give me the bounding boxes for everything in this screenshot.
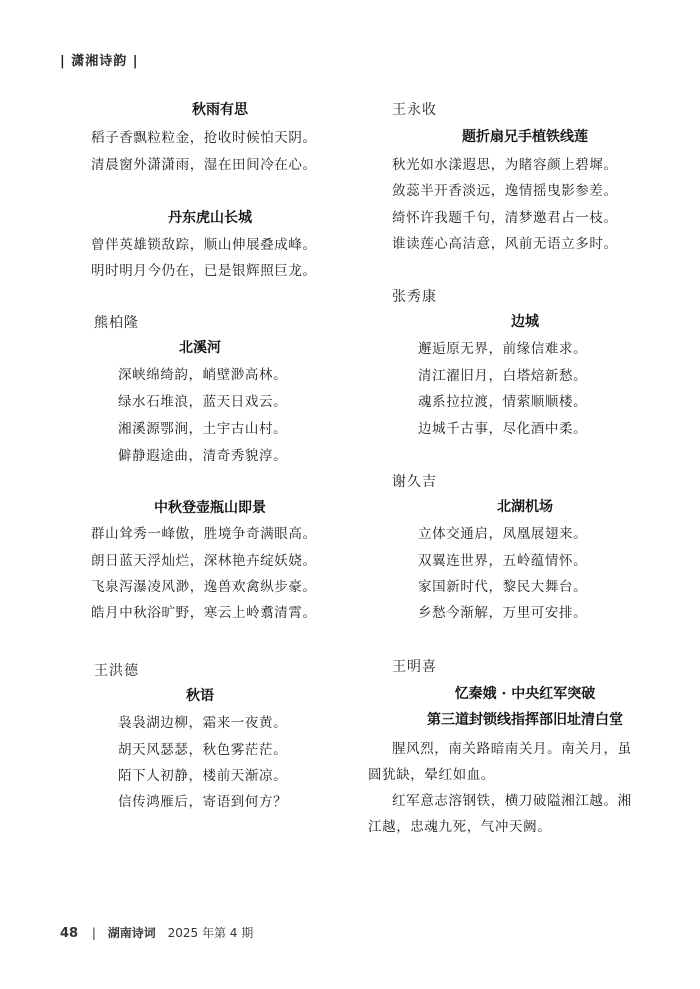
poem-title: 北湖机场 <box>497 499 553 515</box>
poem-title: 秋雨有思 <box>192 102 248 118</box>
poem-line: 清晨窗外潇潇雨，湿在田间冷在心。 <box>91 157 317 173</box>
poem-line: 江越，忠魂九死，气冲天阙。 <box>368 819 552 835</box>
magazine-logo: 湖南诗词 <box>107 926 156 940</box>
issue-label: 2025 年第 4 期 <box>167 926 254 940</box>
poem-line: 陌下人初静，楼前天渐凉。 <box>118 768 288 784</box>
poem-title: 丹东虎山长城 <box>168 210 252 226</box>
poem-title: 边城 <box>511 314 539 330</box>
section-tag: | 潇湘诗韵 | <box>60 54 139 69</box>
poem-line: 稻子香飘粒粒金，抢收时候怕天阴。 <box>91 130 317 146</box>
author-name: 谢久吉 <box>392 474 437 490</box>
poem-title: 北溪河 <box>179 340 221 356</box>
poem-line: 圆犹缺，晕红如血。 <box>368 767 495 783</box>
poem-line: 立体交通启，凤凰展翅来。 <box>418 526 588 542</box>
author-name: 王洪德 <box>94 663 139 679</box>
poem-line: 乡愁今渐解，万里可安排。 <box>418 605 588 621</box>
poem-line: 皓月中秋浴旷野，寒云上岭翥清霄。 <box>91 605 317 621</box>
poem-line: 绿水石堆浪，蓝天日戏云。 <box>118 394 288 410</box>
page-number: 48 <box>60 926 79 941</box>
poem-title: 中秋登壶瓶山即景 <box>154 500 266 516</box>
poem-line: 明时明月今仍在，已是银辉照巨龙。 <box>91 263 317 279</box>
poem-title: 秋语 <box>186 688 214 704</box>
author-name: 王明喜 <box>392 659 437 675</box>
poem-line: 曾伴英雄锁敌踪，顺山伸展叠成峰。 <box>91 237 317 253</box>
poem-line: 敛蕊半开香淡远，逸情摇曳影参差。 <box>392 183 618 199</box>
poem-line: 清江濯旧月，白塔焙新愁。 <box>418 368 588 384</box>
poem-line: 绮怀许我题千句，清梦邀君占一枝。 <box>392 210 618 226</box>
poem-line: 僻静遐途曲，清奇秀貌淳。 <box>118 448 288 464</box>
poem-line: 家国新时代，黎民大舞台。 <box>418 579 588 595</box>
poem-line: 朗日蓝天浮灿烂，深林艳卉绽妖娆。 <box>91 553 317 569</box>
poem-line: 秋光如水漾遐思，为睹容颜上碧墀。 <box>392 157 618 173</box>
poem-title: 题折扇兄手植铁线莲 <box>462 129 588 145</box>
poem-line: 飞泉泻瀑凌风渺，逸兽欢禽纵步豪。 <box>91 579 317 595</box>
poem-line: 双翼连世界，五岭蕴情怀。 <box>418 553 588 569</box>
page-footer <box>60 924 253 941</box>
author-name: 熊柏隆 <box>94 315 139 331</box>
poem-line: 魂系拉拉渡，情萦顺顺楼。 <box>418 394 588 410</box>
poem-line: 谁读莲心高洁意，风前无语立多时。 <box>392 236 618 252</box>
author-name: 张秀康 <box>392 289 437 305</box>
poem-line: 红军意志溶钢铁，横刀破隘湘江越。湘 <box>392 793 632 809</box>
poem-title: 忆秦娥 · 中央红军突破 <box>454 686 596 702</box>
author-name: 王永收 <box>392 102 437 118</box>
poem-line: 边城千古事，尽化酒中柔。 <box>418 421 588 437</box>
footer-separator: | <box>91 926 96 940</box>
poem-line: 信传鸿雁后，寄语到何方？ <box>118 794 288 810</box>
poem-line: 深峡绵绮韵，峭壁渺高林。 <box>118 367 288 383</box>
poem-subtitle: 第三道封锁线指挥部旧址清白堂 <box>427 712 623 728</box>
poem-line: 邂逅原无界，前缘信难求。 <box>418 341 588 357</box>
poem-line: 胡天风瑟瑟，秋色雾茫茫。 <box>118 742 288 758</box>
poem-line: 腥风烈，南关路暗南关月。南关月，虽 <box>392 741 632 757</box>
poem-line: 袅袅湖边柳，霜来一夜黄。 <box>118 715 288 731</box>
poem-line: 湘溪源鄂涧，土宇古山村。 <box>118 421 288 437</box>
poem-line: 群山耸秀一峰傲，胜境争奇满眼高。 <box>91 526 317 542</box>
